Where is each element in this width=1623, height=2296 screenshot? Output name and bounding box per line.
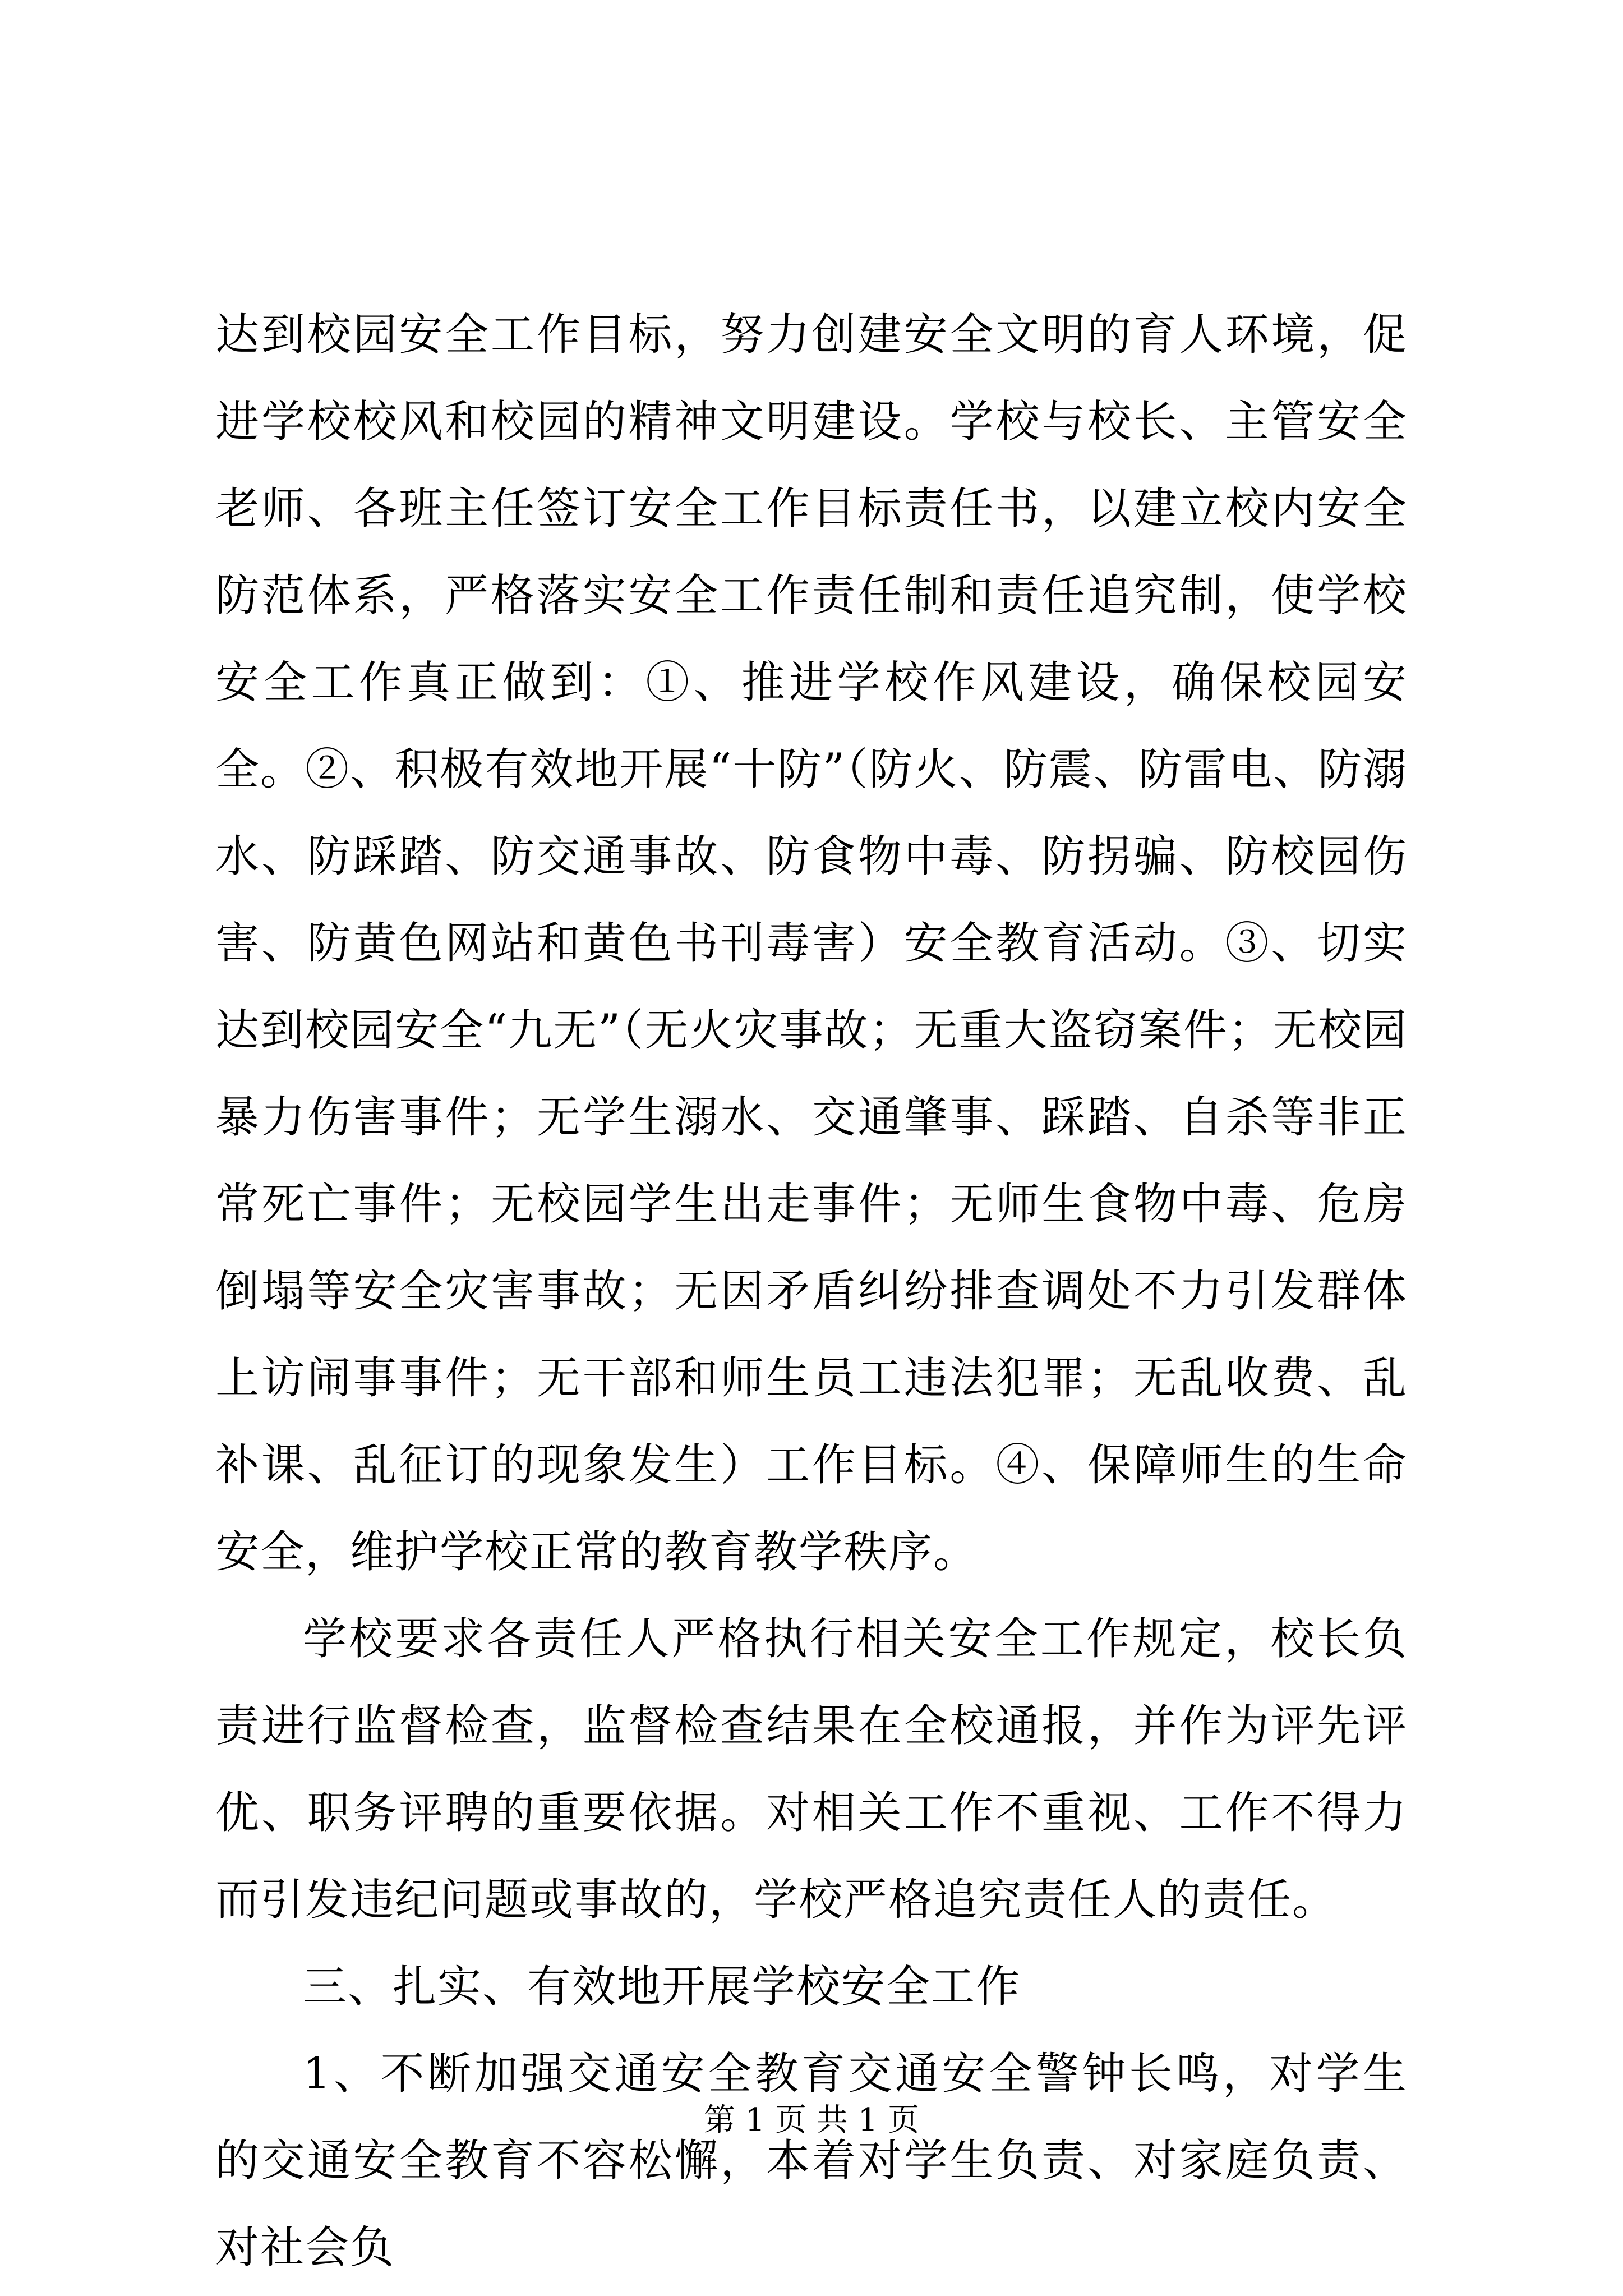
document-body: [215, 292, 1408, 2292]
paragraph-responsibility-supervision: 学校要求各责任人严格执行相关安全工作规定，校长负责进行监督检查，监督检查结果在全校通报，并作为评先评优、职务评聘的重要依据。对相关工作不重视、工作不得力而引发违纪问题或事故的，学校严格追究责任人的责任。: [215, 1614, 1408, 1925]
paragraph-traffic-safety: 1、不断加强交通安全教育交通安全警钟长鸣，对学生的交通安全教育不容松懈，本着对学生负责、对家庭负责、对社会负: [215, 2049, 1408, 2273]
section-heading-three: 三、扎实、有效地开展学校安全工作: [303, 1962, 1021, 2012]
paragraph-safety-goals: 达到校园安全工作目标，努力创建安全文明的育人环境，促进学校校风和校园的精神文明建设。学校与校长、主管安全老师、各班主任签订安全工作目标责任书，以建立校内安全防范体系，严格落实安全工作责任制和责任追究制，使学校安全工作真正做到：①、推进学校作风建设，确保校园安全。②、积极有效地开展“十防”（防火、防震、防雷电、防溺水、防踩踏、防交通事故、防食物中毒、防拐骗、防校园伤害、防黄色网站和黄色书刊毒害）安全教育活动。③、切实达到校园安全“九无”（无火灾事故；无重大盗窃案件；无校园暴力伤害事件；无学生溺水、交通肇事、踩踏、自杀等非正常死亡事件；无校园学生出走事件；无师生食物中毒、危房倒塌等安全灾害事故；无因矛盾纠纷排查调处不力引发群体上访闹事事件；无干部和师生员工违法犯罪；无乱收费、乱补课、乱征订的现象发生）工作目标。④、保障师生的生命安全，维护学校正常的教育教学秩序。: [215, 310, 1408, 1577]
page-footer: 第 1 页 共 1 页: [703, 2102, 920, 2138]
